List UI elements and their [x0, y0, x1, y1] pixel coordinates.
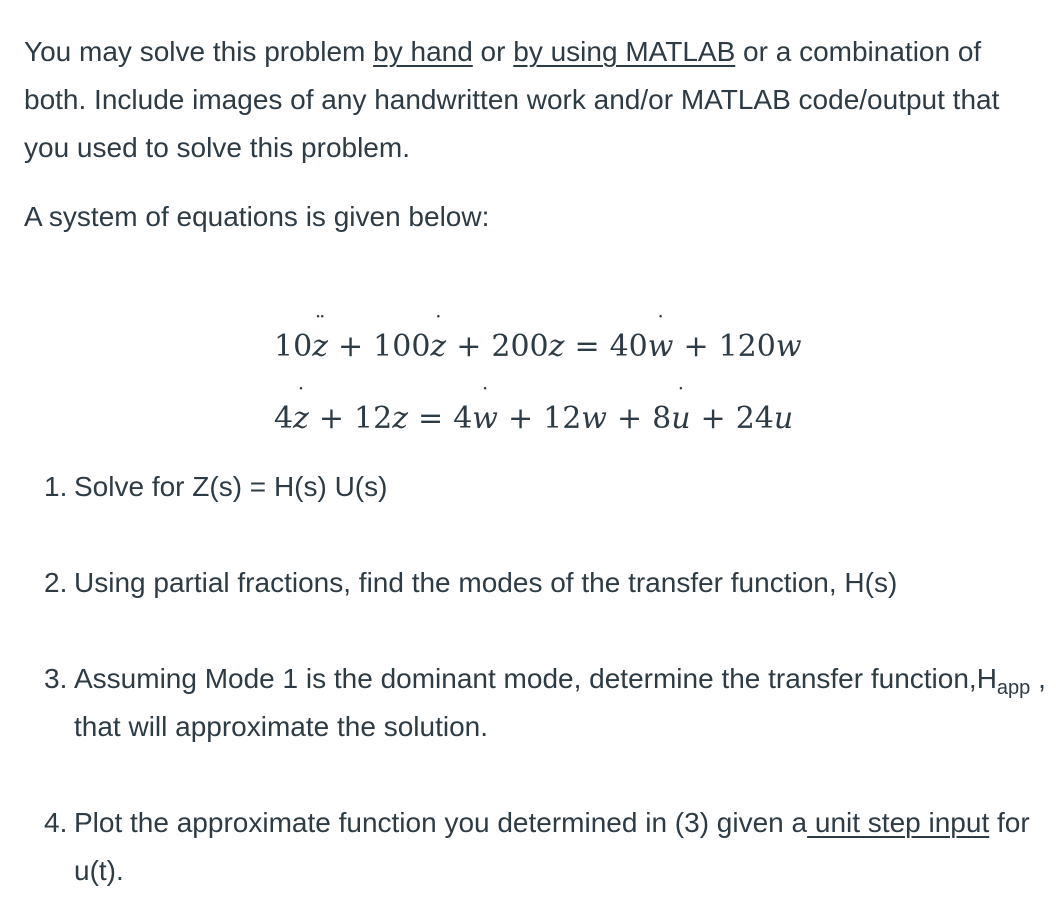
eq2-var-6: u — [773, 401, 794, 436]
task-text: Assuming Mode 1 is the dominant mode, determine the transfer function,H — [74, 663, 997, 694]
eq2-coef-1: 4 — [274, 401, 294, 436]
task-number: 4. — [44, 807, 68, 838]
eq2-var-5: ˙ u — [671, 401, 690, 437]
eq2-coef-6: 24 — [735, 401, 774, 436]
by-matlab-link[interactable]: by using MATLAB — [513, 36, 736, 67]
task-number: 2. — [44, 567, 68, 598]
task-text-end: , that will approximate the solution. — [74, 663, 1046, 742]
h-app-subscript: app — [996, 677, 1031, 699]
intro-paragraph — [24, 28, 1048, 172]
eq2-var-3: ˙ w — [472, 401, 498, 437]
eq1-coef-5: 120 — [718, 329, 776, 364]
task-item-2 — [44, 559, 1048, 607]
eq2-var-1: ˙ z — [293, 401, 309, 437]
eq1-var-2: ˙ z — [430, 329, 446, 365]
eq2-coef-3: 4 — [453, 401, 473, 436]
equation-2: 4˙ z + 12z = 4˙ w + 12w + 8˙ u + 24u — [274, 401, 1048, 437]
equation-block — [274, 329, 1048, 437]
eq1-var-1: ¨ z — [312, 329, 328, 365]
task-item-3 — [44, 655, 1048, 751]
eq1-coef-2: 100 — [373, 329, 431, 364]
task-list — [44, 463, 1048, 895]
problem-content — [24, 28, 1048, 895]
task-text-end: for u(t). — [74, 807, 1030, 886]
task-item-4 — [44, 799, 1048, 895]
eq1-coef-3: 200 — [491, 329, 549, 364]
intro-text-1: You may solve this problem — [24, 36, 374, 67]
task-item-1 — [44, 463, 1048, 511]
task-number: 1. — [44, 471, 68, 502]
eq1-var-5: w — [775, 329, 802, 364]
by-hand-link[interactable]: by hand — [373, 36, 473, 67]
task-text: Using partial fractions, find the modes of the transfer function, H(s) — [74, 567, 898, 598]
eq1-coef-4: 40 — [609, 329, 648, 364]
equation-1: 10¨ z + 100˙ z + 200z = 40˙ w + 120w — [274, 329, 1048, 365]
unit-step-input-link[interactable]: unit step input — [807, 807, 990, 838]
task-number: 3. — [44, 663, 68, 694]
eq2-coef-4: 12 — [543, 401, 582, 436]
eq2-coef-2: 12 — [354, 401, 393, 436]
task-text: Plot the approximate function you determined in (3) given a — [74, 807, 808, 838]
task-text: Solve for Z(s) = H(s) U(s) — [74, 471, 388, 502]
eq1-coef-1: 10 — [274, 329, 313, 364]
eq2-coef-5: 8 — [652, 401, 672, 436]
intro-text-2: or — [472, 36, 514, 67]
eq1-var-3: z — [548, 329, 565, 364]
eq2-var-4: w — [581, 401, 607, 436]
eq2-var-2: z — [392, 401, 409, 436]
eq1-var-4: ˙ w — [648, 329, 674, 365]
system-lead: A system of equations is given below: — [24, 201, 490, 232]
intro-text-3: or a combination of both. Include images of any handwritten work and/or MATLAB code/output that you used to solve this problem. — [24, 36, 1000, 163]
